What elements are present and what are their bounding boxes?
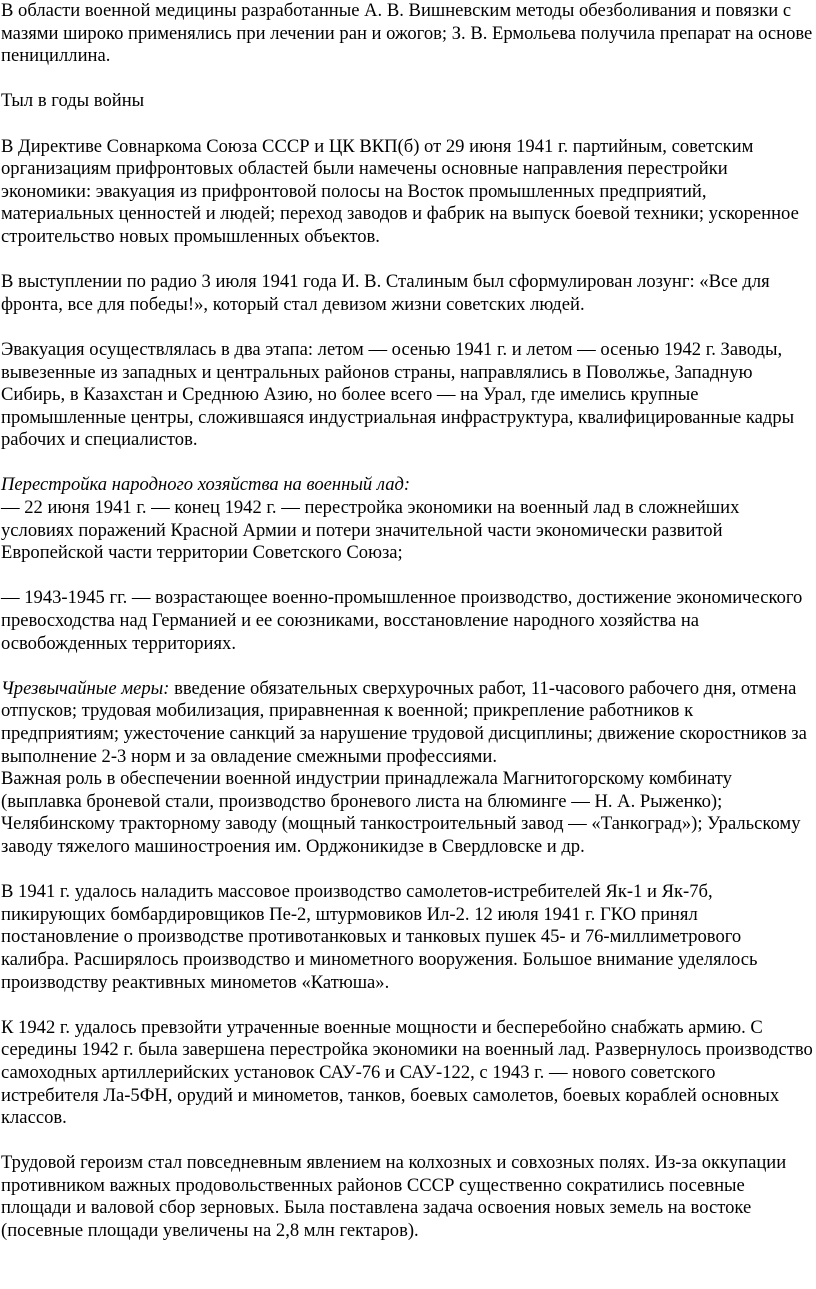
section-heading: Тыл в годы войны: [1, 90, 145, 112]
paragraph-stalin-slogan: В выступлении по радио 3 июля 1941 года И. В. Сталиным был сформулирован лозунг: «Все для фронта, все для победы!», который стал девизом жизни советских людей.: [1, 271, 770, 315]
emergency-measures-title: Чрезвычайные меры:: [1, 677, 170, 699]
paragraph-aircraft-production: В 1941 г. удалось наладить массовое производство самолетов-истребителей Як-1 и Як-7б, пикирующих бомбардировщиков Пе-2, штурмовиков Ил-2. 12 июля 1941 г. ГКО принял постановление о производстве противотанковых и танковых пушек 45- и 76-миллиметрового калибра. Расширялось производство и минометного вооружения. Большое внимание уделялось производству реактивных минометов «Катюша».: [1, 881, 758, 993]
paragraph-1942-capacity: К 1942 г. удалось превзойти утраченные военные мощности и бесперебойно снабжать армию. С середины 1942 г. была завершена перестройка экономики на военный лад. Развернулось производство самоходных артиллерийских установок САУ-76 и САУ-122, с 1943 г. — нового советского истребителя Ла-5ФН, орудий и минометов, танков, боевых самолетов, боевых кораблей основных классов.: [1, 1016, 813, 1129]
paragraph-stage-two: — 1943-1945 гг. — возрастающее военно-промышленное производство, достижение экономического превосходства над Германией и ее союзниками, восстановление народного хозяйства на освобожденных территориях.: [1, 587, 803, 654]
emergency-measures-text: введение обязательных сверхурочных работ, 11-часового рабочего дня, отмена отпусков; трудовая мобилизация, приравненная к военной; прикрепление работников к предприятиям; ужесточение санкций за нарушение трудовой дисциплины; движение скоростников за выполнение 2-3 норм и за овладение смежными профессиями.: [1, 677, 807, 767]
paragraph-medicine: В области военной медицины разработанные А. В. Вишневским методы обезболивания и повязки с мазями широко применялись при лечении ран и ожогов; З. В. Ермольева получила препарат на основе пенициллина.: [1, 0, 813, 67]
paragraph-emergency-measures: [1, 678, 813, 768]
paragraph-restructuring: [1, 474, 813, 564]
paragraph-directive: В Директиве Совнаркома Союза СССР и ЦК ВКП(б) от 29 июня 1941 г. партийным, советским организациям прифронтовых областей были намечены основные направления перестройки экономики: эвакуация из прифронтовой полосы на Восток промышленных предприятий, материальных ценностей и людей; переход заводов и фабрик на выпуск боевой техники; ускоренное строительство новых промышленных объектов.: [1, 135, 799, 247]
restructuring-stage-one: — 22 июня 1941 г. — конец 1942 г. — перестройка экономики на военный лад в сложнейших условиях поражений Красной Армии и потери значительной части экономически развитой Европейской части территории Советского Союза;: [1, 497, 740, 564]
restructuring-title: Перестройка народного хозяйства на военный лад:: [1, 474, 411, 496]
paragraph-agriculture: Трудовой героизм стал повседневным явлением на колхозных и совхозных полях. Из-за оккупации противником важных продовольственных районов СССР существенно сократились посевные площади и валовой сбор зерновых. Была поставлена задача освоения новых земель на востоке (посевные площади увеличены на 2,8 млн гектаров).: [1, 1152, 787, 1242]
paragraph-industry-role: Важная роль в обеспечении военной индустрии принадлежала Магнитогорскому комбинату (выплавка броневой стали, производство броневого листа на блюминге — Н. А. Рыженко); Челябинскому тракторному заводу (мощный танкостроительный завод — «Танкоград»); Уральскому заводу тяжелого машиностроения им. Орджоникидзе в Свердловске и др.: [1, 768, 801, 857]
paragraph-evacuation: Эвакуация осуществлялась в два этапа: летом — осенью 1941 г. и летом — осенью 1942 г. Заводы, вывезенные из западных и центральных районов страны, направлялись в Поволжье, Западную Сибирь, в Казахстан и Среднюю Азию, но более всего — на Урал, где имелись крупные промышленные центры, сложившаяся индустриальная инфраструктура, квалифицированные кадры рабочих и специалистов.: [1, 338, 795, 451]
